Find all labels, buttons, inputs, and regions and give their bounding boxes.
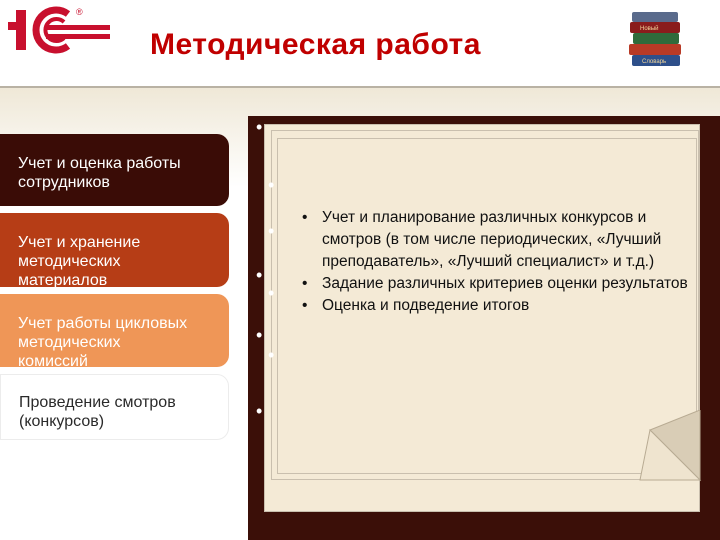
nav-item-competitions[interactable] — [0, 374, 229, 440]
list-item: • Оценка и подведение итогов — [290, 295, 700, 317]
bullet-marker: • — [268, 345, 275, 365]
book-label-bottom: Словарь — [642, 59, 667, 65]
bullet-marker: • — [256, 117, 263, 137]
list-item: • Задание различных критериев оценки результатов — [290, 273, 700, 295]
book-label-top: Новый — [640, 26, 659, 32]
bullet-marker: • — [268, 283, 275, 303]
page-curl — [620, 410, 720, 520]
nav-item-methodical-materials[interactable] — [0, 213, 229, 287]
bullet-marker: • — [256, 325, 263, 345]
bullet-marker: • — [256, 265, 263, 285]
nav-item-label: Учет и хранение методических материалов — [18, 234, 141, 289]
bullet-marker: • — [256, 401, 263, 421]
nav-item-label: Учет работы цикловых методических комиссий — [18, 315, 188, 370]
content-list — [290, 207, 700, 317]
nav-item-label: Проведение смотров (конкурсов) — [19, 394, 176, 430]
nav-item-staff-evaluation[interactable] — [0, 134, 229, 206]
list-item: • Учет и планирование различных конкурсов и смотров (в том числе периодических, «Лучший преподаватель», «Лучший специалист» и т.д.) — [290, 207, 700, 273]
registered-mark: ® — [76, 7, 83, 17]
page-title: Методическая работа — [150, 28, 481, 61]
books-icon — [626, 10, 686, 68]
bullet-marker: • — [268, 175, 275, 195]
1c-logo — [6, 4, 116, 54]
nav-item-label: Учет и оценка работы сотрудников — [18, 155, 181, 191]
bullet-marker: • — [268, 221, 275, 241]
nav-item-cyclic-commissions[interactable] — [0, 294, 229, 370]
